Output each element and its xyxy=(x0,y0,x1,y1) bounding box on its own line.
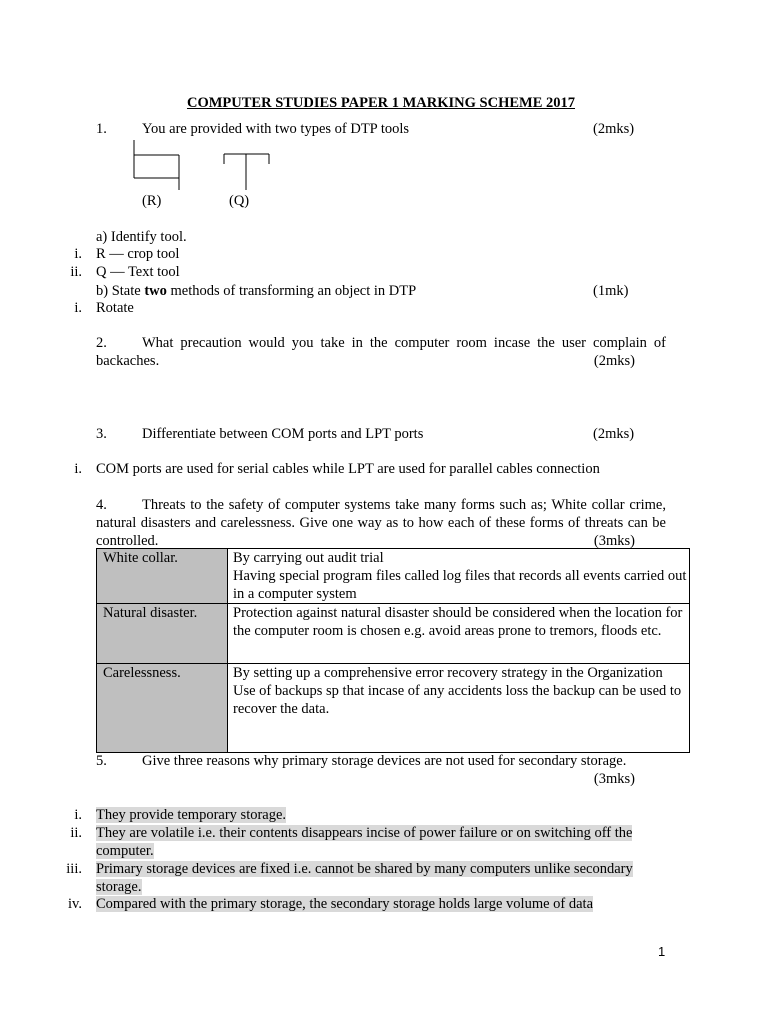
q3-text: Differentiate between COM ports and LPT ports xyxy=(142,426,424,442)
q1-text: You are provided with two types of DTP tools xyxy=(142,121,410,137)
q3-answer: COM ports are used for serial cables while LPT are used for parallel cables connection xyxy=(96,461,600,477)
q1b-answer: Rotate xyxy=(96,300,134,316)
page-number: 1 xyxy=(658,944,666,959)
threat-cell: Carelessness. xyxy=(97,664,228,753)
q5-marks: (3mks) xyxy=(593,771,635,787)
q1a-prompt: a) Identify tool. xyxy=(96,229,187,245)
q1a-answer-num: ii. xyxy=(70,264,82,280)
tool-label-r: (R) xyxy=(142,193,162,209)
q5-answer: They provide temporary storage. xyxy=(96,807,287,823)
q5-answer-num: iii. xyxy=(66,861,82,877)
q2-number: 2. xyxy=(96,335,107,351)
threat-cell: Natural disaster. xyxy=(97,604,228,664)
dtp-tools-figure xyxy=(128,140,278,192)
table-row xyxy=(97,549,690,604)
q5-answer-num: iv. xyxy=(68,896,82,912)
q1b-prompt: b) State two methods of transforming an object in DTP xyxy=(96,283,417,299)
q4 xyxy=(96,496,666,550)
q1a-answer: R — crop tool xyxy=(96,246,180,262)
q5-answer: They are volatile i.e. their contents disappears incise of power failure or on switching off the computer. xyxy=(96,825,633,859)
control-cell: By carrying out audit trial Having special program files called log files that records all events carried out in a computer system xyxy=(228,549,690,604)
q5 xyxy=(96,752,666,788)
q3-number: 3. xyxy=(96,426,107,442)
q4-marks: (3mks) xyxy=(593,533,635,549)
control-cell: By setting up a comprehensive error recovery strategy in the Organization Use of backups sp that incase of any accidents loss the backup can be used to recover the data. xyxy=(228,664,690,753)
q2 xyxy=(96,334,666,370)
q1b-marks: (1mk) xyxy=(593,283,629,299)
q3-answer-num: i. xyxy=(74,461,82,477)
q1a-answer-num: i. xyxy=(74,246,82,262)
q2-text: What precaution would you take in the computer room incase the user complain of backaches. xyxy=(96,335,666,369)
q1a-answer: Q — Text tool xyxy=(96,264,180,280)
q4-text: Threats to the safety of computer systems take many forms such as; White collar crime, natural disasters and carelessness. Give one way as to how each of these forms of threats can be controlled. xyxy=(96,497,666,549)
tool-label-q: (Q) xyxy=(229,193,250,209)
q5-answer: Primary storage devices are fixed i.e. cannot be shared by many computers unlike secondary storage. xyxy=(96,861,633,895)
q5-number: 5. xyxy=(96,753,107,769)
q5-answer: Compared with the primary storage, the secondary storage holds large volume of data xyxy=(96,896,594,912)
table-row xyxy=(97,604,690,664)
q5-answer-num: i. xyxy=(74,807,82,823)
page-title: COMPUTER STUDIES PAPER 1 MARKING SCHEME 2017 xyxy=(186,95,576,111)
q5-answer-num: ii. xyxy=(70,825,82,841)
text-tool-icon xyxy=(224,154,269,190)
threats-table xyxy=(96,548,690,753)
q3-marks: (2mks) xyxy=(593,426,635,442)
q2-marks: (2mks) xyxy=(593,353,635,369)
table-row xyxy=(97,664,690,753)
threat-cell: White collar. xyxy=(97,549,228,604)
q1-number: 1. xyxy=(96,121,107,137)
q5-text: Give three reasons why primary storage devices are not used for secondary storage. xyxy=(142,753,627,769)
q1-marks: (2mks) xyxy=(593,121,635,137)
control-cell: Protection against natural disaster should be considered when the location for the computer room is chosen e.g. avoid areas prone to tremors, floods etc. xyxy=(228,604,690,664)
q1b-answer-num: i. xyxy=(74,300,82,316)
q4-number: 4. xyxy=(96,497,107,513)
crop-tool-icon xyxy=(134,140,179,190)
